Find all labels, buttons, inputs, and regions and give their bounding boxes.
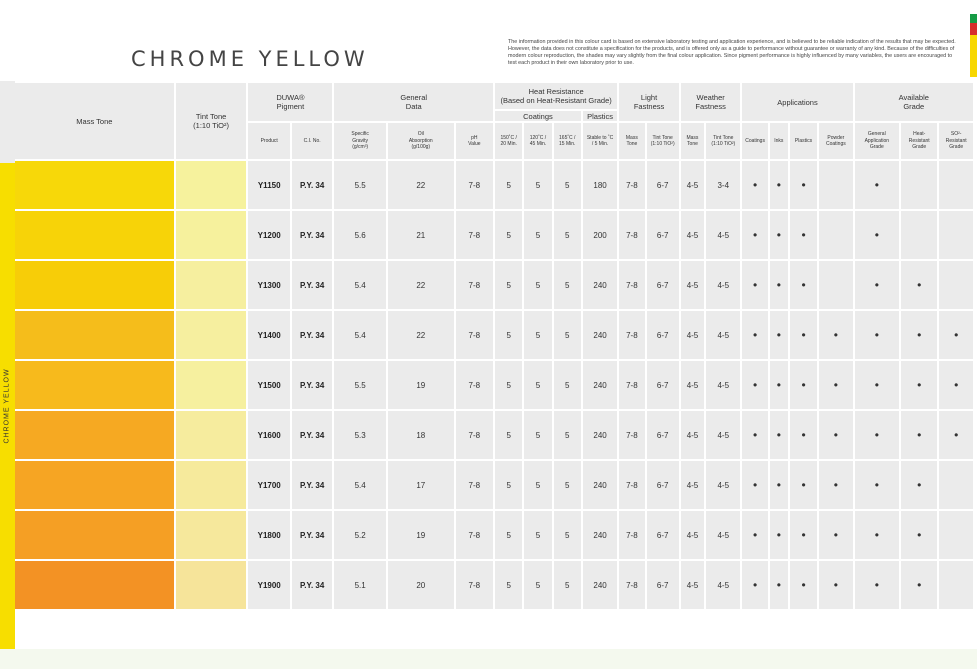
side-label: CHROME YELLOW: [3, 368, 11, 444]
plastics-stable-cell: 240: [583, 461, 617, 509]
heat-120-cell: 5: [524, 211, 551, 259]
header-app-plastics: Plastics: [790, 123, 817, 159]
light-tint-cell: 6-7: [647, 211, 679, 259]
light-mass-cell: 7-8: [619, 511, 644, 559]
mass-tone-swatch: [15, 211, 174, 259]
dot-mark: •: [833, 478, 838, 492]
weather-mass-cell: 4-5: [681, 261, 704, 309]
product-cell: Y1800: [248, 511, 289, 559]
dot-mark: •: [917, 578, 922, 592]
specific-gravity-cell: 5.4: [334, 311, 386, 359]
grade-so2-cell: [939, 461, 973, 509]
ph-cell: 7-8: [456, 161, 493, 209]
plastics-stable-cell: 240: [583, 511, 617, 559]
app-plastics-cell: [790, 511, 817, 559]
dot-mark: •: [752, 278, 758, 292]
grade-heat-cell: [901, 211, 937, 259]
light-tint-cell: 6-7: [647, 311, 679, 359]
weather-mass-cell: 4-5: [681, 361, 704, 409]
weather-mass-cell: 4-5: [681, 411, 704, 459]
heat-150-cell: 5: [495, 511, 522, 559]
header-grade-heat: Heat- Resistant Grade: [901, 123, 937, 159]
header-specific-gravity: Specific Gravity (g/cm³): [334, 123, 386, 159]
specific-gravity-cell: 5.5: [334, 361, 386, 409]
dot-mark: •: [954, 428, 959, 442]
ph-cell: 7-8: [456, 561, 493, 609]
flag-stripe-red: [970, 23, 977, 35]
app-inks-cell: [770, 211, 788, 259]
specific-gravity-cell: 5.6: [334, 211, 386, 259]
weather-mass-cell: 4-5: [681, 161, 704, 209]
app-coatings-cell: [742, 511, 767, 559]
plastics-stable-cell: 240: [583, 411, 617, 459]
heat-150-cell: 5: [495, 211, 522, 259]
dot-mark: •: [874, 328, 879, 342]
oil-absorption-cell: 22: [388, 161, 454, 209]
ci-cell: P.Y. 34: [292, 411, 332, 459]
grade-general-cell: [855, 211, 899, 259]
header-grade-general: General Application Grade: [855, 123, 899, 159]
dot-mark: •: [874, 178, 879, 192]
pigment-table: [13, 81, 975, 611]
header-oil-absorption: Oil Absorption (g/100g): [388, 123, 454, 159]
app-plastics-cell: [790, 461, 817, 509]
grade-heat-cell: [901, 161, 937, 209]
dot-mark: •: [801, 428, 806, 442]
heat-120-cell: 5: [524, 361, 551, 409]
heat-165-cell: 5: [554, 511, 581, 559]
grade-heat-cell: [901, 311, 937, 359]
dot-mark: •: [801, 328, 806, 342]
product-cell: Y1700: [248, 461, 289, 509]
header-weather-mass: Mass Tone: [681, 123, 704, 159]
weather-tint-cell: 4-5: [706, 561, 740, 609]
header-weather-fastness: Weather Fastness: [681, 83, 741, 121]
heat-120-cell: 5: [524, 461, 551, 509]
dot-mark: •: [776, 278, 781, 292]
tint-tone-swatch: [176, 561, 247, 609]
grade-so2-cell: [939, 511, 973, 559]
header-heat-resistance: Heat Resistance (Based on Heat-Resistant Grade): [495, 83, 617, 109]
dot-mark: •: [752, 178, 758, 192]
product-cell: Y1400: [248, 311, 289, 359]
table-row: [15, 411, 973, 459]
app-plastics-cell: [790, 211, 817, 259]
table-row: [15, 161, 973, 209]
dot-mark: •: [801, 278, 806, 292]
specific-gravity-cell: 5.2: [334, 511, 386, 559]
oil-absorption-cell: 20: [388, 561, 454, 609]
light-mass-cell: 7-8: [619, 461, 644, 509]
dot-mark: •: [776, 328, 781, 342]
heat-150-cell: 5: [495, 161, 522, 209]
heat-165-cell: 5: [554, 261, 581, 309]
mass-tone-swatch: [15, 461, 174, 509]
app-plastics-cell: [790, 561, 817, 609]
product-cell: Y1150: [248, 161, 289, 209]
dot-mark: •: [776, 378, 781, 392]
dot-mark: •: [801, 178, 806, 192]
heat-120-cell: 5: [524, 511, 551, 559]
grade-heat-cell: [901, 511, 937, 559]
grade-heat-cell: [901, 361, 937, 409]
grade-heat-cell: [901, 561, 937, 609]
plastics-stable-cell: 240: [583, 261, 617, 309]
weather-mass-cell: 4-5: [681, 211, 704, 259]
dot-mark: •: [833, 528, 838, 542]
mass-tone-swatch: [15, 411, 174, 459]
app-powder-cell: [819, 161, 852, 209]
heat-150-cell: 5: [495, 311, 522, 359]
header-150c: 150˚C / 20 Min.: [495, 123, 522, 159]
header-mass-tone: Mass Tone: [15, 83, 174, 159]
dot-mark: •: [776, 528, 781, 542]
mass-tone-swatch: [15, 161, 174, 209]
app-powder-cell: [819, 311, 852, 359]
app-plastics-cell: [790, 361, 817, 409]
specific-gravity-cell: 5.4: [334, 261, 386, 309]
oil-absorption-cell: 17: [388, 461, 454, 509]
heat-165-cell: 5: [554, 561, 581, 609]
oil-absorption-cell: 18: [388, 411, 454, 459]
dot-mark: •: [752, 328, 758, 342]
dot-mark: •: [917, 328, 922, 342]
heat-120-cell: 5: [524, 561, 551, 609]
app-coatings-cell: [742, 261, 767, 309]
weather-tint-cell: 4-5: [706, 311, 740, 359]
dot-mark: •: [801, 578, 806, 592]
dot-mark: •: [801, 478, 806, 492]
tint-tone-swatch: [176, 261, 247, 309]
heat-165-cell: 5: [554, 211, 581, 259]
flag-stripe-yellow: [970, 35, 977, 77]
oil-absorption-cell: 19: [388, 361, 454, 409]
light-mass-cell: 7-8: [619, 161, 644, 209]
dot-mark: •: [954, 378, 959, 392]
table-row: [15, 311, 973, 359]
app-inks-cell: [770, 261, 788, 309]
dot-mark: •: [801, 228, 806, 242]
specific-gravity-cell: 5.4: [334, 461, 386, 509]
specific-gravity-cell: 5.3: [334, 411, 386, 459]
plastics-stable-cell: 240: [583, 311, 617, 359]
ph-cell: 7-8: [456, 461, 493, 509]
heat-165-cell: 5: [554, 361, 581, 409]
header-weather-tint: Tint Tone (1:10 TiO²): [706, 123, 740, 159]
app-inks-cell: [770, 361, 788, 409]
dot-mark: •: [776, 228, 781, 242]
app-coatings-cell: [742, 311, 767, 359]
tint-tone-swatch: [176, 511, 247, 559]
dot-mark: •: [776, 578, 781, 592]
app-coatings-cell: [742, 361, 767, 409]
ph-cell: 7-8: [456, 511, 493, 559]
heat-150-cell: 5: [495, 361, 522, 409]
grade-general-cell: [855, 161, 899, 209]
heat-165-cell: 5: [554, 411, 581, 459]
light-tint-cell: 6-7: [647, 511, 679, 559]
dot-mark: •: [776, 428, 781, 442]
table-row: [15, 261, 973, 309]
dot-mark: •: [801, 528, 806, 542]
app-powder-cell: [819, 211, 852, 259]
dot-mark: •: [752, 228, 758, 242]
ph-cell: 7-8: [456, 211, 493, 259]
oil-absorption-cell: 22: [388, 261, 454, 309]
app-powder-cell: [819, 361, 852, 409]
dot-mark: •: [833, 378, 838, 392]
header-165c: 165˚C / 15 Min.: [554, 123, 581, 159]
header-pigment: DUWA® Pigment: [248, 83, 332, 121]
mass-tone-swatch: [15, 561, 174, 609]
app-inks-cell: [770, 511, 788, 559]
table-row: [15, 461, 973, 509]
header-tint-tone: Tint Tone (1:10 TiO²): [176, 83, 247, 159]
dot-mark: •: [954, 328, 959, 342]
app-plastics-cell: [790, 261, 817, 309]
light-mass-cell: 7-8: [619, 261, 644, 309]
product-cell: Y1900: [248, 561, 289, 609]
dot-mark: •: [874, 578, 879, 592]
tint-tone-swatch: [176, 211, 247, 259]
ci-cell: P.Y. 34: [292, 461, 332, 509]
ci-cell: P.Y. 34: [292, 561, 332, 609]
grade-heat-cell: [901, 261, 937, 309]
grade-so2-cell: [939, 561, 973, 609]
ci-cell: P.Y. 34: [292, 311, 332, 359]
header-app-powder: Powder Coatings: [819, 123, 852, 159]
mass-tone-swatch: [15, 261, 174, 309]
light-tint-cell: 6-7: [647, 361, 679, 409]
app-plastics-cell: [790, 161, 817, 209]
light-mass-cell: 7-8: [619, 561, 644, 609]
weather-tint-cell: 3-4: [706, 161, 740, 209]
plastics-stable-cell: 240: [583, 561, 617, 609]
weather-tint-cell: 4-5: [706, 511, 740, 559]
heat-120-cell: 5: [524, 311, 551, 359]
weather-mass-cell: 4-5: [681, 561, 704, 609]
table-row: [15, 361, 973, 409]
heat-150-cell: 5: [495, 461, 522, 509]
grade-general-cell: [855, 461, 899, 509]
light-tint-cell: 6-7: [647, 411, 679, 459]
dot-mark: •: [917, 378, 922, 392]
product-cell: Y1600: [248, 411, 289, 459]
grade-general-cell: [855, 511, 899, 559]
light-tint-cell: 6-7: [647, 261, 679, 309]
dot-mark: •: [917, 278, 922, 292]
grade-heat-cell: [901, 411, 937, 459]
app-coatings-cell: [742, 461, 767, 509]
dot-mark: •: [833, 578, 838, 592]
grade-general-cell: [855, 561, 899, 609]
dot-mark: •: [917, 478, 922, 492]
weather-mass-cell: 4-5: [681, 311, 704, 359]
mass-tone-swatch: [15, 511, 174, 559]
weather-tint-cell: 4-5: [706, 211, 740, 259]
tint-tone-swatch: [176, 311, 247, 359]
grade-general-cell: [855, 311, 899, 359]
header-ph: pH Value: [456, 123, 493, 159]
grade-so2-cell: [939, 311, 973, 359]
heat-120-cell: 5: [524, 261, 551, 309]
app-inks-cell: [770, 561, 788, 609]
dot-mark: •: [874, 378, 879, 392]
oil-absorption-cell: 19: [388, 511, 454, 559]
app-coatings-cell: [742, 411, 767, 459]
specific-gravity-cell: 5.5: [334, 161, 386, 209]
plastics-stable-cell: 180: [583, 161, 617, 209]
dot-mark: •: [752, 478, 758, 492]
weather-mass-cell: 4-5: [681, 461, 704, 509]
dot-mark: •: [776, 178, 781, 192]
app-coatings-cell: [742, 211, 767, 259]
header-plastics: Plastics: [583, 111, 617, 121]
ph-cell: 7-8: [456, 361, 493, 409]
dot-mark: •: [917, 428, 922, 442]
header-grade-so2: SO²- Resistant Grade: [939, 123, 973, 159]
header-available-grade: Available Grade: [855, 83, 973, 121]
tint-tone-swatch: [176, 461, 247, 509]
app-coatings-cell: [742, 561, 767, 609]
grade-so2-cell: [939, 261, 973, 309]
ci-cell: P.Y. 34: [292, 211, 332, 259]
header-light-fastness: Light Fastness: [619, 83, 679, 121]
app-plastics-cell: [790, 311, 817, 359]
header-coatings: Coatings: [495, 111, 581, 121]
ci-cell: P.Y. 34: [292, 161, 332, 209]
specific-gravity-cell: 5.1: [334, 561, 386, 609]
header-general-data: General Data: [334, 83, 493, 121]
heat-120-cell: 5: [524, 411, 551, 459]
light-tint-cell: 6-7: [647, 561, 679, 609]
weather-tint-cell: 4-5: [706, 411, 740, 459]
dot-mark: •: [874, 478, 879, 492]
grade-heat-cell: [901, 461, 937, 509]
page-title: CHROME YELLOW: [131, 47, 369, 71]
header-ci-no: C.I. No.: [292, 123, 332, 159]
app-coatings-cell: [742, 161, 767, 209]
disclaimer-text: The information provided in this colour card is based on extensive laboratory testing and application experience, and is believed to be reliable indication of the results that may be expected. However, the data does not constitute a specification for the products, and is offered only as a guide to performance without guarantee or warranty of any kind. Because of the difficulties of modern colour reproduction, the shades may vary slightly from the final colour application. Since pigment performance is highly influenced by many variables, the users are encouraged to test each product in their own laboratory prior to use.: [508, 39, 956, 66]
dot-mark: •: [752, 578, 758, 592]
header-applications: Applications: [742, 83, 852, 121]
app-powder-cell: [819, 561, 852, 609]
weather-mass-cell: 4-5: [681, 511, 704, 559]
oil-absorption-cell: 22: [388, 311, 454, 359]
plastics-stable-cell: 200: [583, 211, 617, 259]
dot-mark: •: [833, 328, 838, 342]
grade-general-cell: [855, 361, 899, 409]
product-cell: Y1500: [248, 361, 289, 409]
dot-mark: •: [776, 478, 781, 492]
grade-so2-cell: [939, 411, 973, 459]
header-light-mass: Mass Tone: [619, 123, 644, 159]
grade-so2-cell: [939, 361, 973, 409]
dot-mark: •: [752, 528, 758, 542]
product-cell: Y1300: [248, 261, 289, 309]
heat-165-cell: 5: [554, 461, 581, 509]
app-inks-cell: [770, 411, 788, 459]
weather-tint-cell: 4-5: [706, 261, 740, 309]
plastics-stable-cell: 240: [583, 361, 617, 409]
grade-so2-cell: [939, 211, 973, 259]
app-powder-cell: [819, 411, 852, 459]
oil-absorption-cell: 21: [388, 211, 454, 259]
app-powder-cell: [819, 261, 852, 309]
light-tint-cell: 6-7: [647, 461, 679, 509]
header-stable: Stable to ˚C / 5 Min.: [583, 123, 617, 159]
dot-mark: •: [833, 428, 838, 442]
app-powder-cell: [819, 511, 852, 559]
app-plastics-cell: [790, 411, 817, 459]
grade-general-cell: [855, 261, 899, 309]
header-product: Product: [248, 123, 289, 159]
heat-165-cell: 5: [554, 161, 581, 209]
grade-so2-cell: [939, 161, 973, 209]
ci-cell: P.Y. 34: [292, 511, 332, 559]
light-mass-cell: 7-8: [619, 411, 644, 459]
header-light-tint: Tint Tone (1:10 TiO²): [647, 123, 679, 159]
light-mass-cell: 7-8: [619, 211, 644, 259]
app-powder-cell: [819, 461, 852, 509]
heat-165-cell: 5: [554, 311, 581, 359]
header-app-inks: Inks: [770, 123, 788, 159]
dot-mark: •: [752, 378, 758, 392]
app-inks-cell: [770, 461, 788, 509]
mass-tone-swatch: [15, 311, 174, 359]
table-row: [15, 561, 973, 609]
weather-tint-cell: 4-5: [706, 361, 740, 409]
dot-mark: •: [874, 228, 879, 242]
light-tint-cell: 6-7: [647, 161, 679, 209]
dot-mark: •: [752, 428, 758, 442]
mass-tone-swatch: [15, 361, 174, 409]
heat-150-cell: 5: [495, 261, 522, 309]
dot-mark: •: [874, 428, 879, 442]
header-app-coatings: Coatings: [742, 123, 767, 159]
heat-150-cell: 5: [495, 411, 522, 459]
product-cell: Y1200: [248, 211, 289, 259]
table-row: [15, 511, 973, 559]
ph-cell: 7-8: [456, 261, 493, 309]
tint-tone-swatch: [176, 411, 247, 459]
dot-mark: •: [874, 528, 879, 542]
dot-mark: •: [874, 278, 879, 292]
header-120c: 120˚C / 45 Min.: [524, 123, 551, 159]
ph-cell: 7-8: [456, 411, 493, 459]
app-inks-cell: [770, 161, 788, 209]
weather-tint-cell: 4-5: [706, 461, 740, 509]
table-row: [15, 211, 973, 259]
tint-tone-swatch: [176, 361, 247, 409]
ci-cell: P.Y. 34: [292, 361, 332, 409]
heat-150-cell: 5: [495, 561, 522, 609]
dot-mark: •: [917, 528, 922, 542]
light-mass-cell: 7-8: [619, 361, 644, 409]
ci-cell: P.Y. 34: [292, 261, 332, 309]
tint-tone-swatch: [176, 161, 247, 209]
heat-120-cell: 5: [524, 161, 551, 209]
app-inks-cell: [770, 311, 788, 359]
light-mass-cell: 7-8: [619, 311, 644, 359]
grade-general-cell: [855, 411, 899, 459]
ph-cell: 7-8: [456, 311, 493, 359]
footer-band: [0, 649, 977, 669]
flag-stripe-green: [970, 14, 977, 23]
dot-mark: •: [801, 378, 806, 392]
